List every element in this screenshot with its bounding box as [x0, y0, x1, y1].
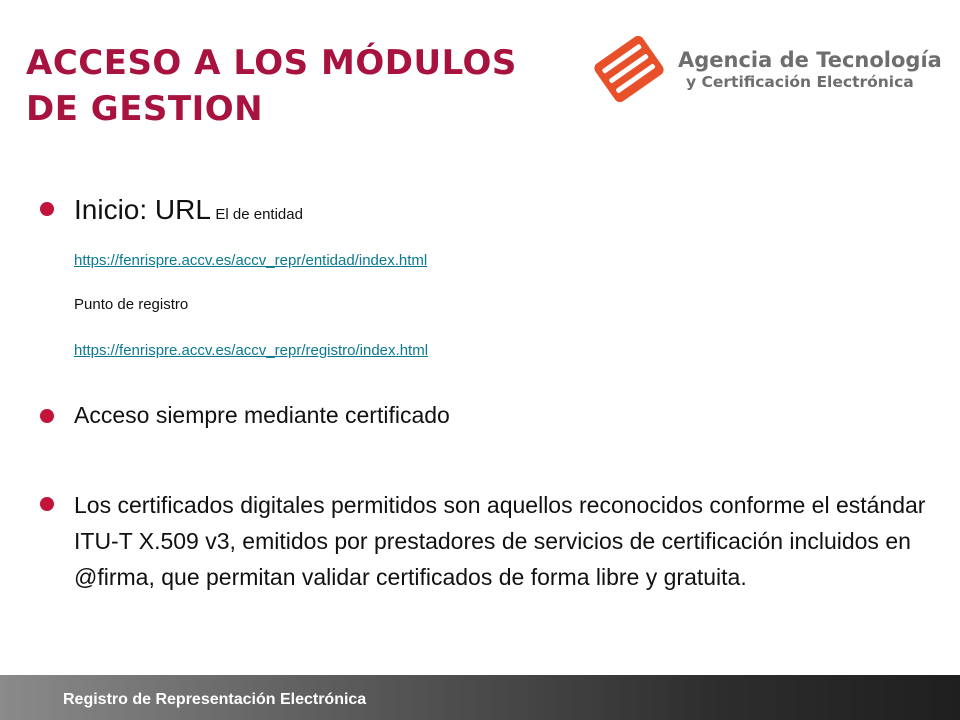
agency-logo	[594, 36, 942, 106]
bullet-dot-icon	[40, 497, 54, 511]
inicio-sublabel: El de entidad	[215, 206, 303, 223]
link-entidad[interactable]: https://fenrispre.accv.es/accv_repr/entidad/index.html	[74, 252, 428, 269]
bullet-dot-icon	[40, 409, 54, 423]
acceso-text: Acceso siempre mediante certificado	[74, 402, 450, 428]
bullet-dot-icon	[40, 202, 54, 216]
title-line-1: ACCESO A LOS MÓDULOS	[26, 43, 517, 83]
logo-line-1: Agencia de Tecnología	[678, 48, 942, 72]
certificados-text: Los certificados digitales permitidos son aquellos reconocidos conforme el estándar ITU-T X.509 v3, emitidos por prestadores de servicios de certificación incluidos en @firma, que permitan validar certificados de forma libre y gratuita.	[74, 492, 926, 590]
footer-text: Registro de Representación Electrónica	[63, 691, 367, 708]
logo-line-2: y Certificación Electrónica	[686, 73, 914, 91]
logo-text	[678, 48, 942, 92]
slide-title	[26, 40, 586, 132]
footer-bar	[0, 675, 960, 720]
atc-logo-icon	[594, 36, 664, 102]
title-line-2: DE GESTION	[26, 89, 264, 129]
link-registro[interactable]: https://fenrispre.accv.es/accv_repr/registro/index.html	[74, 342, 429, 359]
punto-registro-label: Punto de registro	[74, 296, 189, 313]
inicio-label: Inicio: URL	[74, 194, 211, 225]
